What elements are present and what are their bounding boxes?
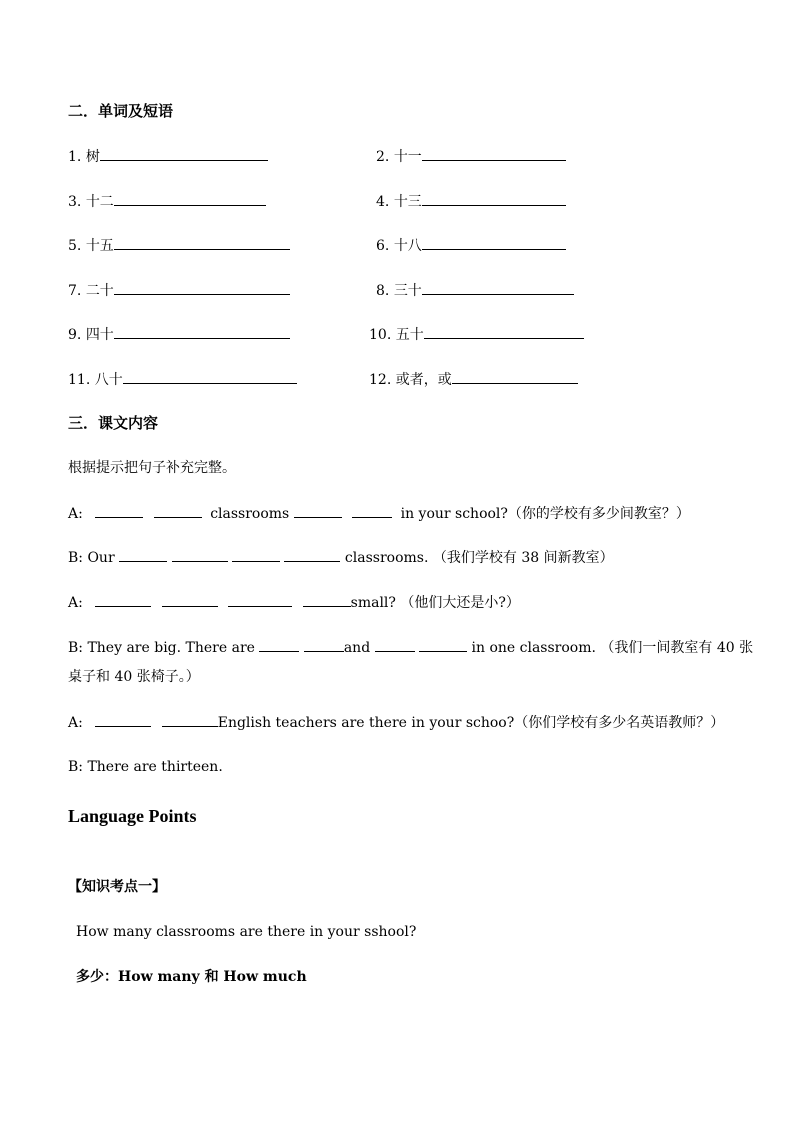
dialogue-line-3 [68,592,520,613]
answer-blank[interactable] [303,592,351,607]
section2-heading: 二．单词及短语 [68,102,174,120]
answer-blank[interactable] [154,503,202,518]
vocab-num: 4. [376,194,390,210]
vocab-item-10 [369,324,584,345]
howmany-howmuch-line: 多少：How many 和 How much [76,969,307,985]
vocab-num: 12. [369,372,392,388]
dialogue-text: in your school?（你的学校有多少间教室？） [400,506,690,522]
knowledge-point-heading: 【知识考点一】 [68,879,166,895]
vocab-item-4 [376,191,566,212]
vocab-word: 八十 [94,372,123,388]
answer-blank[interactable] [95,592,151,607]
answer-blank[interactable] [294,503,342,518]
answer-blank[interactable] [95,503,143,518]
vocab-item-8 [376,280,574,301]
dialogue-text: English teachers are there in your schoo?（你们学校有多少名英语教师？） [217,715,725,731]
answer-blank[interactable] [162,712,218,727]
vocab-word: 或者，或 [395,372,452,388]
vocab-num: 3. [68,194,82,210]
answer-blank[interactable] [119,547,167,562]
vocab-item-11 [68,369,297,390]
dialogue-line-2 [68,547,614,568]
example-sentence: How many classrooms are there in your sshool? [76,924,417,940]
answer-blank[interactable] [95,712,151,727]
vocab-item-1 [68,146,268,167]
vocab-word: 十八 [393,238,422,254]
language-points-title: Language Points [68,806,197,826]
answer-blank[interactable] [422,280,574,295]
answer-blank[interactable] [284,547,340,562]
answer-blank[interactable] [114,235,290,250]
speaker-label: A: [68,715,83,731]
vocab-num: 11. [68,372,91,388]
answer-blank[interactable] [172,547,228,562]
vocab-num: 2. [376,149,390,165]
answer-blank[interactable] [259,637,299,652]
answer-blank[interactable] [452,369,578,384]
dialogue-text: classrooms [210,506,290,522]
vocab-num: 1. [68,149,82,165]
answer-blank[interactable] [424,324,584,339]
vocab-item-5 [68,235,290,256]
speaker-label: A: [68,506,83,522]
dialogue-text: small? （他们大还是小?） [350,595,520,611]
vocab-word: 十二 [85,194,114,210]
dialogue-line-1 [68,503,690,524]
vocab-item-3 [68,191,266,212]
answer-blank[interactable] [352,503,392,518]
section3-instruction: 根据提示把句子补充完整。 [68,460,236,476]
answer-blank[interactable] [114,280,290,295]
answer-blank[interactable] [422,146,566,161]
vocab-word: 四十 [85,327,114,343]
answer-blank[interactable] [419,637,467,652]
answer-blank[interactable] [422,191,566,206]
vocab-word: 三十 [393,283,422,299]
vocab-item-2 [376,146,566,167]
answer-blank[interactable] [162,592,218,607]
dialogue-text: in one classroom. （我们一间教室有 40 张 [471,640,754,656]
dialogue-text: B: Our [68,550,115,566]
vocab-word: 树 [85,149,100,165]
vocab-item-7 [68,280,290,301]
dialogue-line-4 [68,637,753,658]
answer-blank[interactable] [100,146,268,161]
speaker-label: A: [68,595,83,611]
vocab-num: 5. [68,238,82,254]
vocab-item-6 [376,235,566,256]
vocab-num: 10. [369,327,392,343]
answer-blank[interactable] [114,191,266,206]
vocab-word: 十一 [393,149,422,165]
dialogue-line-6: B: There are thirteen. [68,759,223,775]
vocab-word: 二十 [85,283,114,299]
vocab-item-9 [68,324,290,345]
vocab-word: 十五 [85,238,114,254]
answer-blank[interactable] [232,547,280,562]
vocab-num: 7. [68,283,82,299]
vocab-num: 6. [376,238,390,254]
answer-blank[interactable] [375,637,415,652]
answer-blank[interactable] [304,637,344,652]
dialogue-line-4-cont: 桌子和 40 张椅子。） [68,669,200,685]
vocab-word: 十三 [393,194,422,210]
dialogue-text: and [343,640,371,656]
vocab-word: 五十 [395,327,424,343]
vocab-item-12 [369,369,578,390]
answer-blank[interactable] [422,235,566,250]
answer-blank[interactable] [228,592,292,607]
answer-blank[interactable] [123,369,297,384]
dialogue-text: classrooms. （我们学校有 38 间新教室） [344,550,614,566]
vocab-num: 9. [68,327,82,343]
dialogue-text: B: They are big. There are [68,640,255,656]
answer-blank[interactable] [114,324,290,339]
vocab-num: 8. [376,283,390,299]
section3-heading: 三．课文内容 [68,414,159,432]
dialogue-line-5 [68,712,724,733]
